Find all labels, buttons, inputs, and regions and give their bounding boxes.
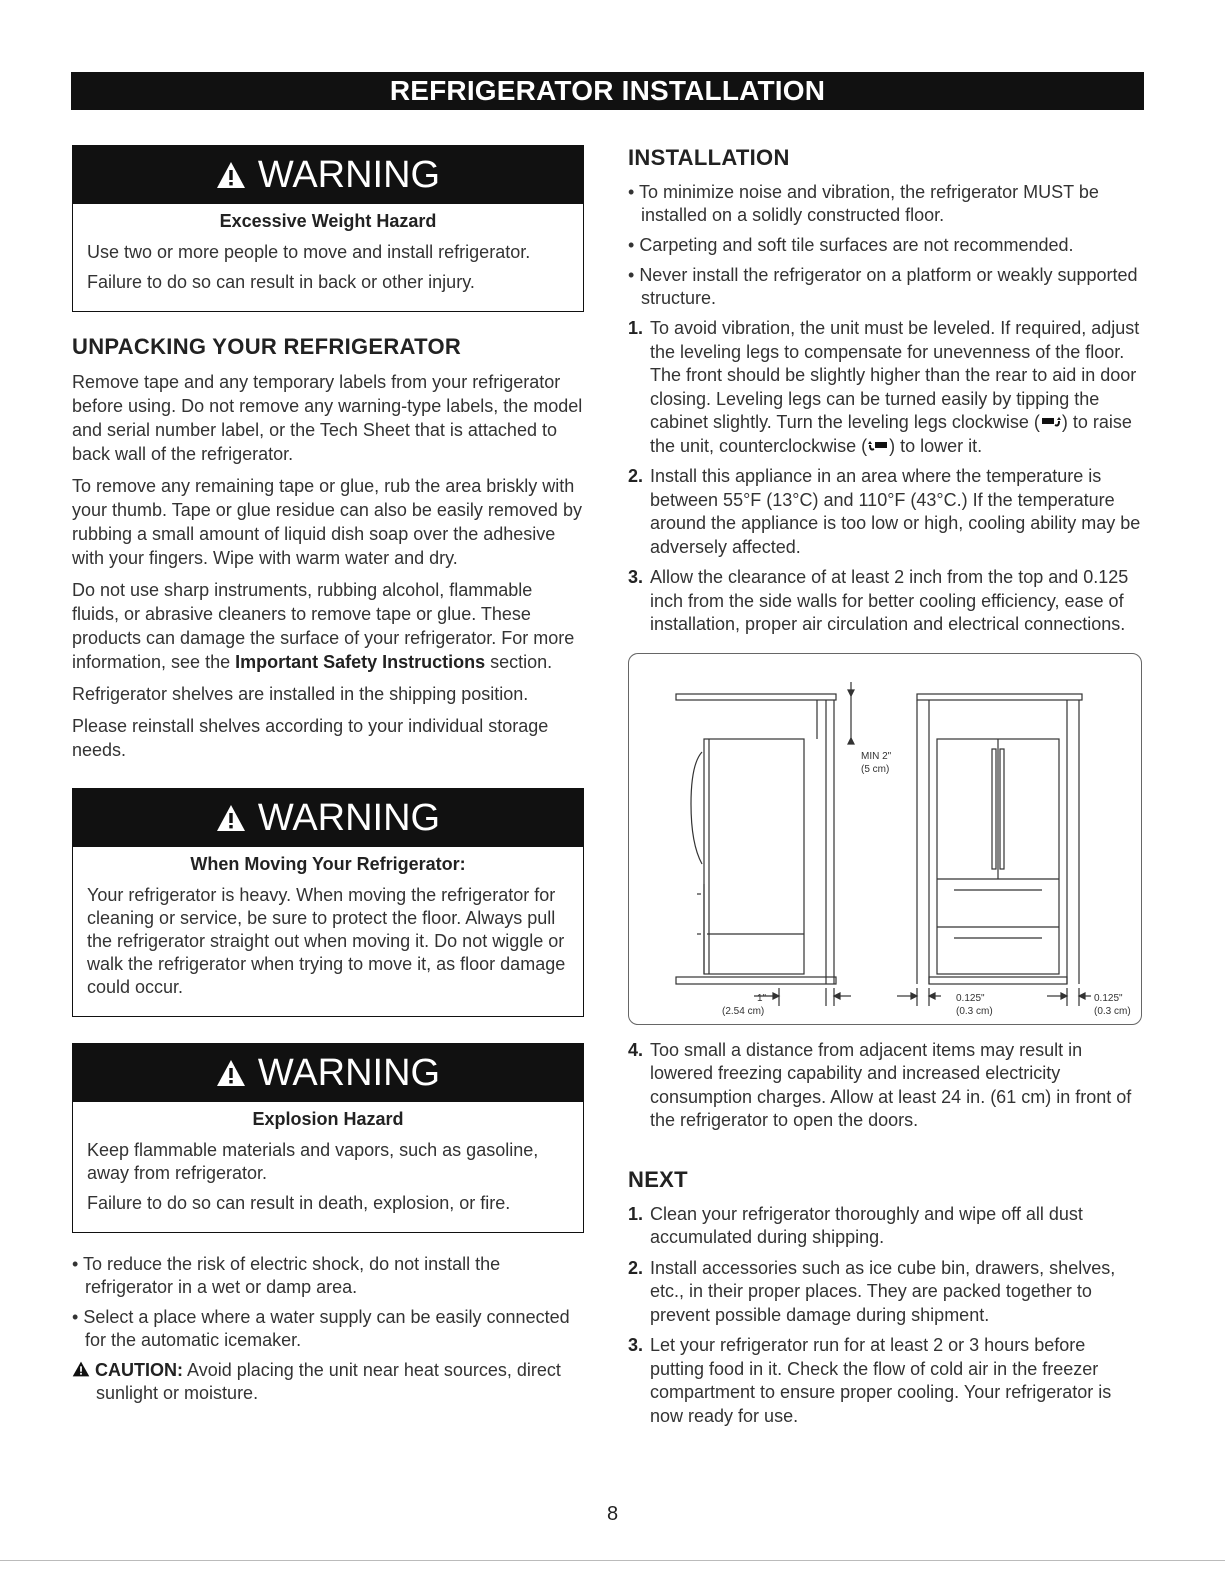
numbered-item	[628, 1039, 1144, 1133]
numbered-item	[628, 317, 1144, 458]
page-title: REFRIGERATOR INSTALLATION	[389, 75, 826, 106]
safety-bullet-list	[72, 1253, 584, 1405]
numbered-item	[628, 566, 1144, 637]
warning-subtitle: When Moving Your Refrigerator:	[190, 854, 466, 874]
left-gap-label: 0.125"	[956, 992, 985, 1004]
warning-body	[73, 1102, 583, 1232]
caution-note	[72, 1359, 584, 1405]
warning-body	[73, 847, 583, 1016]
warning-triangle-icon	[216, 1058, 246, 1088]
item-text: Too small a distance from adjacent items may result in lowered freezing capability and increased electricity consumption charges. Allow at least 24 in. (61 cm) in front of the refrigerator to open the doors.	[650, 1039, 1132, 1130]
clearance-diagram	[628, 653, 1142, 1025]
warning-text: Failure to do so can result in death, explosion, or fire.	[87, 1193, 511, 1213]
unpacking-paragraph: Please reinstall shelves according to your individual storage needs.	[72, 716, 549, 760]
warning-header-text: WARNING	[257, 1052, 441, 1094]
installation-heading: INSTALLATION	[628, 145, 790, 170]
item-number: 1.	[628, 1203, 644, 1224]
numbered-item	[628, 1203, 1144, 1250]
item-number: 4.	[628, 1039, 644, 1060]
safety-instructions-reference: Important Safety Instructions	[235, 652, 486, 672]
text-run: Do not use sharp instruments, rubbing alcohol, flammable fluids, or abrasive cleaners to remove tape or glue. These products can damage the surface of your refrigerator. For more information, see the	[72, 580, 575, 672]
min-clearance-label: MIN 2"	[861, 750, 892, 762]
left-column	[72, 145, 584, 1412]
numbered-item	[628, 1257, 1144, 1328]
left-gap-cm: (0.3 cm)	[956, 1005, 993, 1017]
warning-triangle-icon	[216, 803, 246, 833]
text-run: ) to lower it.	[889, 435, 983, 456]
item-text: Clean your refrigerator thoroughly and wipe off all dust accumulated during shipping.	[650, 1203, 1083, 1247]
list-item-text: Carpeting and soft tile surfaces are not recommended.	[639, 235, 1074, 255]
warning-subtitle: Explosion Hazard	[252, 1109, 404, 1129]
warning-header-text: WARNING	[257, 797, 441, 839]
unpacking-paragraph	[72, 578, 584, 674]
item-number: 2.	[628, 466, 644, 486]
next-heading: NEXT	[628, 1166, 688, 1192]
warning-box-explosion	[72, 1043, 584, 1233]
right-gap-label: 0.125"	[1094, 992, 1123, 1004]
unpacking-paragraph: To remove any remaining tape or glue, rub the area briskly with your thumb. Tape or glue residue can also be easily removed by rubbing a small amount of liquid dish soap over the adhesive with your fingers. Wipe with warm water and dry.	[72, 476, 582, 568]
list-item: • To minimize noise and vibration, the refrigerator MUST be installed on a solidly constructed floor.	[628, 182, 1099, 225]
right-gap-cm: (0.3 cm)	[1094, 1005, 1131, 1017]
text-run: section.	[485, 652, 553, 672]
list-item: • Select a place where a water supply can be easily connected for the automatic icemaker.	[72, 1307, 570, 1350]
list-item: • To reduce the risk of electric shock, do not install the refrigerator in a wet or damp area.	[72, 1254, 501, 1297]
numbered-item	[628, 465, 1144, 559]
list-item: • Never install the refrigerator on a platform or weakly supported structure.	[628, 265, 1138, 308]
clearance-diagram-illustration	[629, 654, 1141, 1024]
warning-header	[73, 146, 583, 204]
warning-text: Use two or more people to move and install refrigerator.	[87, 242, 531, 262]
list-item-text: To reduce the risk of electric shock, do not install the refrigerator in a wet or damp area.	[82, 1254, 501, 1297]
list-item-text: Never install the refrigerator on a platform or weakly supported structure.	[639, 265, 1138, 308]
warning-body	[73, 204, 583, 311]
item-number: 2.	[628, 1257, 644, 1278]
warning-text: Keep flammable materials and vapors, such as gasoline, away from refrigerator.	[87, 1140, 539, 1183]
side-gap-label: 1"	[757, 992, 767, 1004]
item-number: 1.	[628, 318, 644, 338]
text-run: To avoid vibration, the unit must be leveled. If required, adjust the leveling legs to compensate for unevenness of the floor. The front should be slightly higher than the rear to aid in door closing. Leveling legs can be turned easily by tipping the cabinet slightly. Turn the leveling legs clockwise (	[650, 318, 1140, 432]
caution-text: Avoid placing the unit near heat sources, direct sunlight or moisture.	[96, 1360, 561, 1403]
warning-text: Failure to do so can result in back or other injury.	[87, 272, 475, 292]
caution-label: CAUTION:	[95, 1360, 184, 1380]
warning-header	[73, 789, 583, 847]
page-title-banner	[71, 72, 1144, 110]
unpacking-paragraph: Remove tape and any temporary labels from your refrigerator before using. Do not remove any warning-type labels, the model and serial number label, or the Tech Sheet that is attached to back wall of the refrigerator.	[72, 372, 583, 464]
min-clearance-cm: (5 cm)	[861, 763, 890, 775]
clockwise-leg-icon	[1040, 415, 1062, 429]
warning-text: Your refrigerator is heavy. When moving the refrigerator for cleaning or service, be sure to protect the floor. Always pull the refrigerator straight out when moving it. Do not wiggle or walk the refrigerator when trying to move it, as floor damage could occur.	[87, 885, 566, 997]
caution-triangle-icon	[72, 1361, 90, 1377]
warning-header	[73, 1044, 583, 1102]
item-text: Allow the clearance of at least 2 inch from the top and 0.125 inch from the side walls for better cooling efficiency, ease of installation, proper air circulation and electrical connections.	[650, 567, 1129, 634]
numbered-item	[628, 1334, 1144, 1428]
item-text: Let your refrigerator run for at least 2 or 3 hours before putting food in it. Check the flow of cold air in the freezer compartment to ensure proper cooling. Your refrigerator is now ready for use.	[650, 1335, 1112, 1426]
list-item-text: To minimize noise and vibration, the refrigerator MUST be installed on a solidly constructed floor.	[638, 182, 1099, 225]
warning-header-text: WARNING	[257, 154, 441, 196]
list-item-text: Select a place where a water supply can be easily connected for the automatic icemaker.	[83, 1307, 570, 1350]
page-number: 8	[606, 1503, 619, 1525]
counterclockwise-leg-icon	[867, 439, 889, 453]
right-column	[628, 145, 1144, 1435]
list-item: • Carpeting and soft tile surfaces are not recommended.	[628, 235, 1074, 255]
warning-triangle-icon	[216, 160, 246, 190]
unpacking-heading: UNPACKING YOUR REFRIGERATOR	[72, 334, 462, 359]
page-bottom-rule	[0, 1560, 1225, 1561]
item-text: Install accessories such as ice cube bin, drawers, shelves, etc., in their proper places. They are packed together to prevent possible damage during shipment.	[650, 1257, 1116, 1325]
item-number: 3.	[628, 1335, 644, 1355]
warning-box-moving	[72, 788, 584, 1017]
side-gap-cm: (2.54 cm)	[722, 1005, 765, 1017]
item-number: 3.	[628, 567, 644, 587]
text-run: ) to raise the unit, counterclockwise (	[650, 412, 1132, 456]
warning-subtitle: Excessive Weight Hazard	[219, 211, 437, 231]
warning-box-weight	[72, 145, 584, 312]
unpacking-paragraph: Refrigerator shelves are installed in the shipping position.	[72, 684, 529, 704]
item-text: Install this appliance in an area where the temperature is between 55°F (13°C) and 110°F (43°C.) If the temperature around the appliance is too low or high, cooling ability may be adversely affected.	[650, 466, 1141, 557]
